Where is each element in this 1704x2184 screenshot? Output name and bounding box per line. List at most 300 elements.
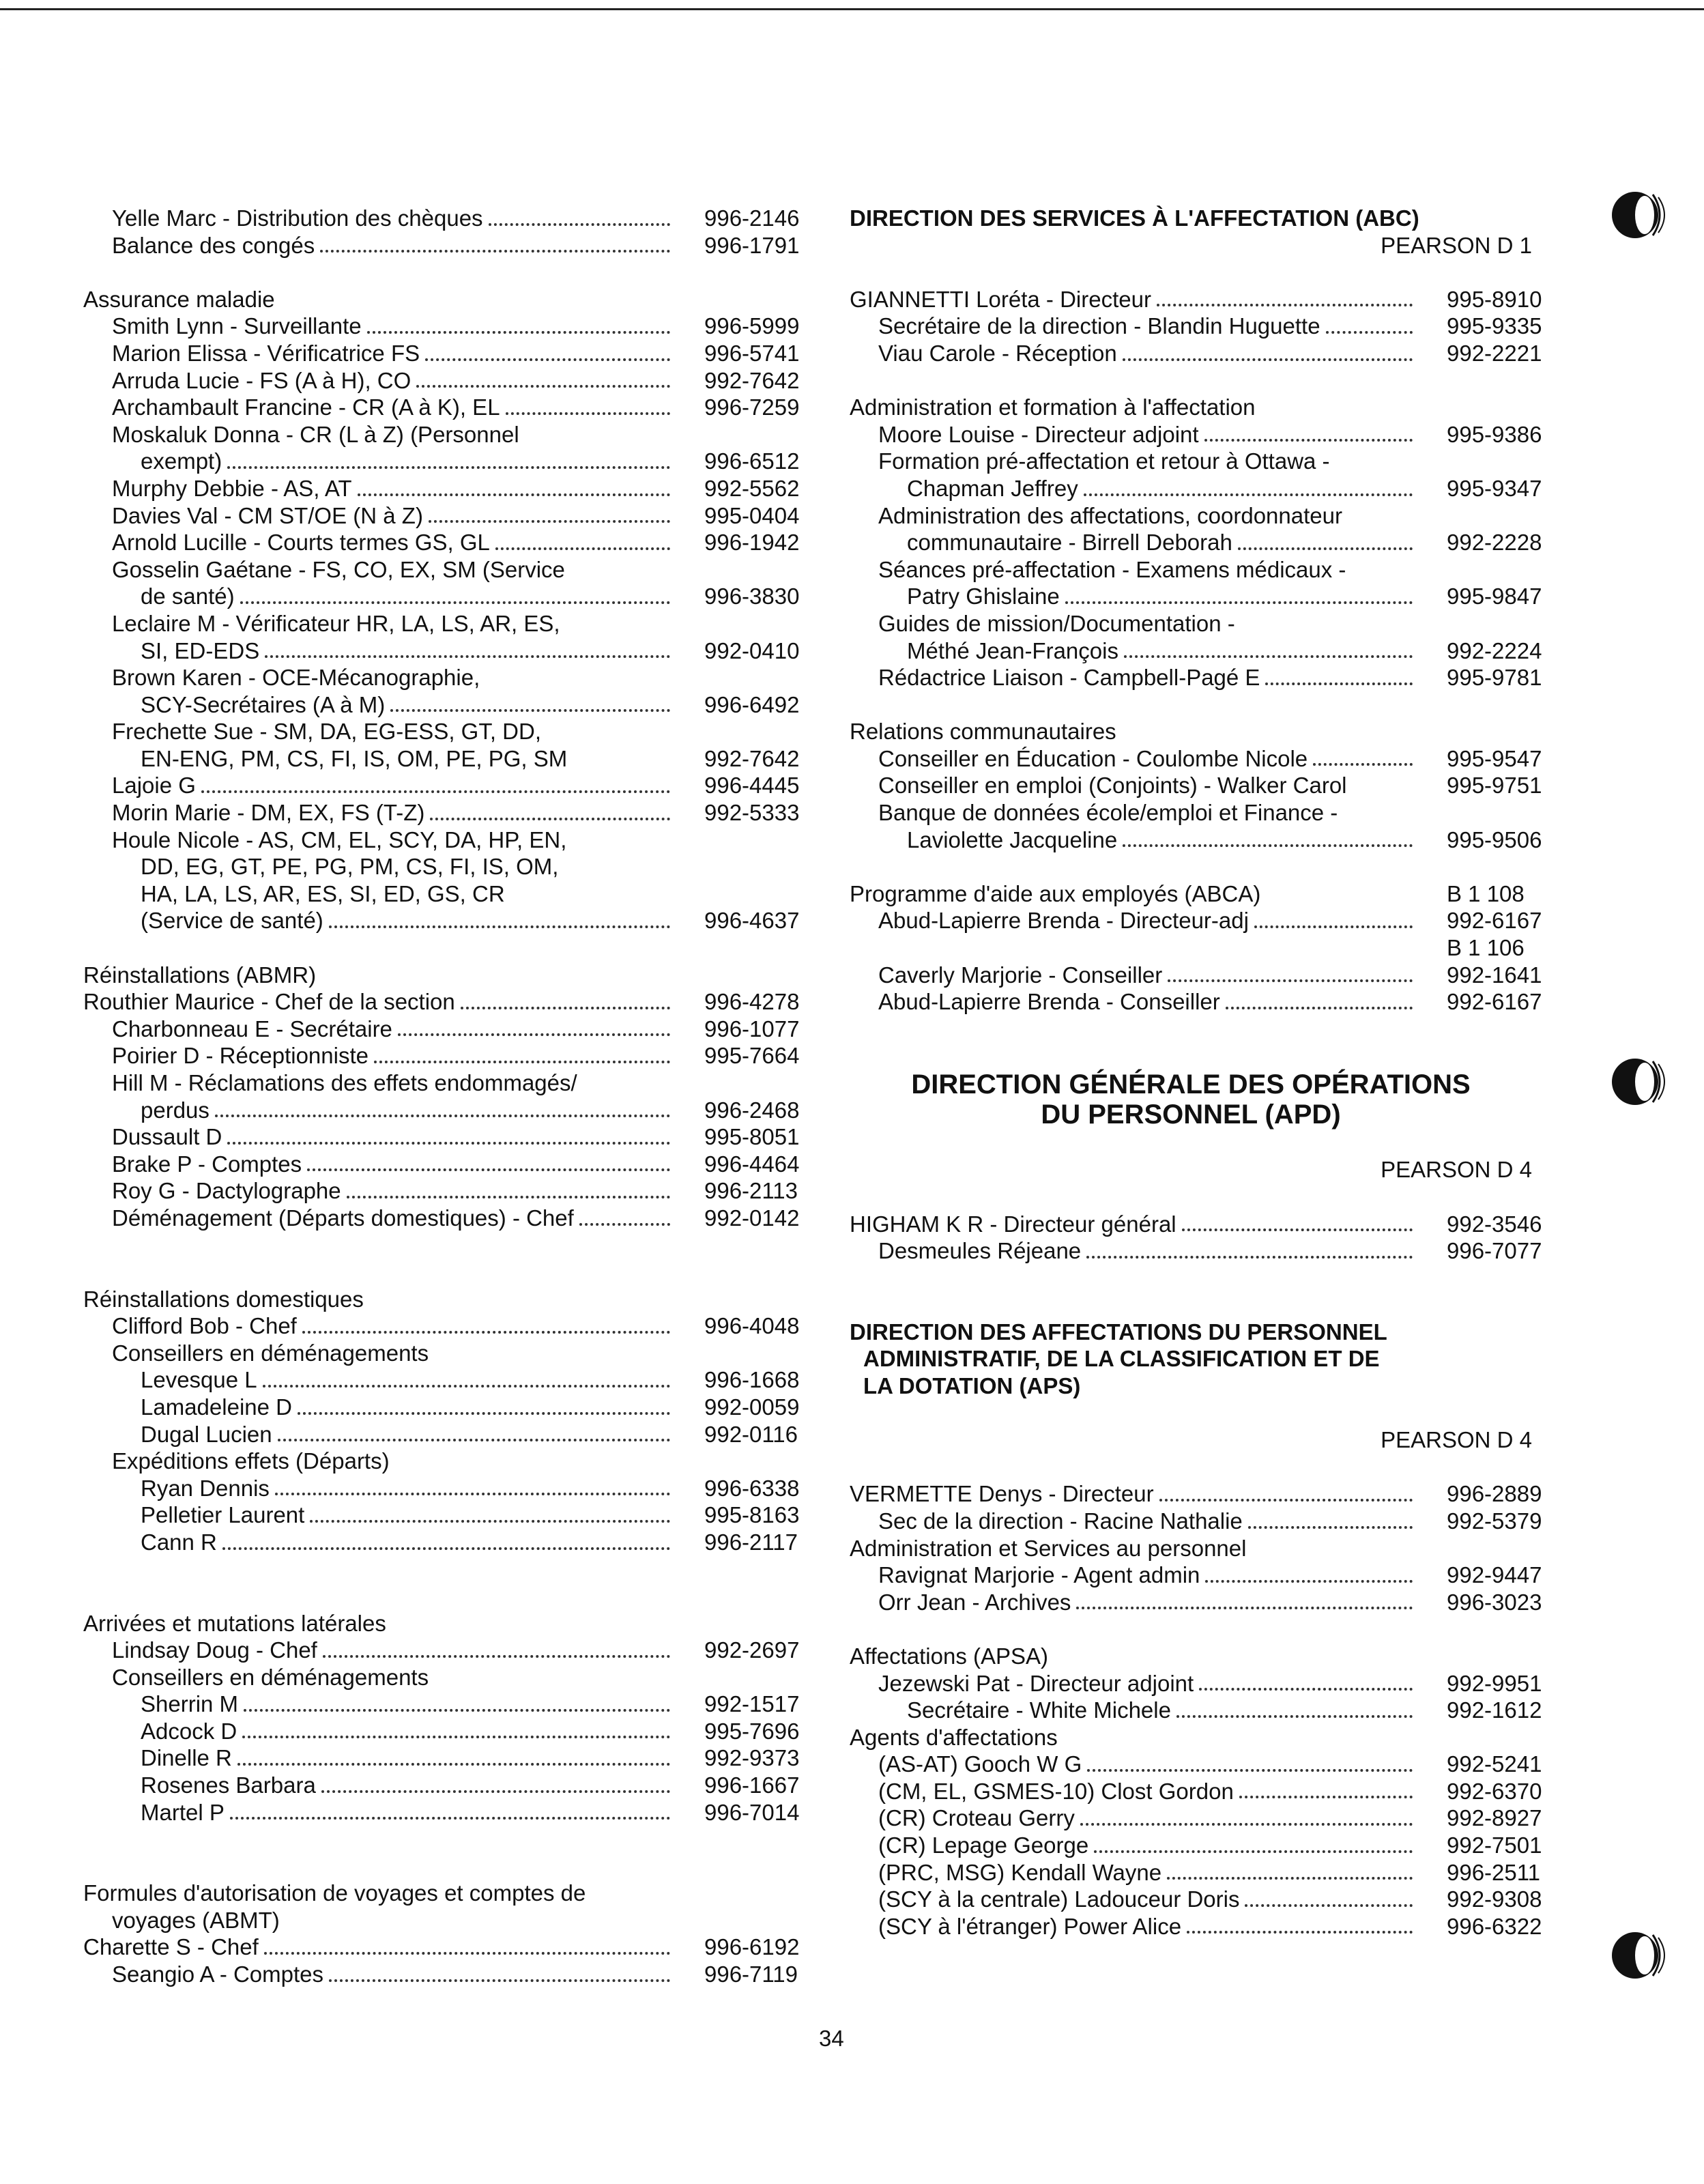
directory-entry: [850, 1859, 1559, 1886]
directory-entry: [850, 583, 1559, 610]
directory-entry: [83, 1097, 807, 1124]
dot-leader: [398, 1033, 670, 1036]
dot-leader: [1065, 601, 1413, 604]
directory-subheading: [850, 394, 1559, 421]
directory-subheading: [850, 718, 1559, 745]
directory-entry: [850, 934, 1559, 962]
phone-number: 995-8910: [1447, 286, 1542, 312]
dot-leader: [1265, 682, 1413, 685]
entry-name: Formation pré-affectation et retour à Ottawa -: [878, 448, 1335, 475]
phone-number: 996-4464: [704, 1151, 800, 1177]
entry-name: Yelle Marc - Distribution des chèques: [112, 205, 489, 232]
directory-entry: [850, 1211, 1559, 1238]
directory-entry: [850, 286, 1559, 313]
entry-name: perdus: [141, 1097, 215, 1124]
phone-number: 992-5379: [1447, 1508, 1542, 1534]
directory-subheading: [83, 421, 807, 448]
phone-number: 996-6338: [704, 1475, 800, 1501]
section-heading: ADMINISTRATIF, DE LA CLASSIFICATION ET DE: [863, 1346, 1380, 1372]
entry-name: (Service de santé): [141, 907, 329, 934]
directory-entry: [83, 394, 807, 421]
entry-name: Leclaire M - Vérificateur HR, LA, LS, AR, ES,: [112, 610, 566, 637]
directory-entry: [83, 205, 807, 232]
phone-number: 996-2146: [704, 205, 800, 231]
dot-leader: [416, 385, 670, 388]
directory-entry: [850, 745, 1559, 773]
directory-subheading: [83, 1340, 807, 1367]
directory-entry: [850, 313, 1559, 340]
directory-entry: [850, 1805, 1559, 1832]
dot-leader: [461, 1007, 670, 1009]
entry-name: voyages (ABMT): [112, 1907, 285, 1934]
dot-leader: [1094, 1850, 1413, 1853]
phone-number: 995-9547: [1447, 745, 1542, 771]
entry-name: Lajoie G: [112, 772, 201, 799]
spacer: [850, 367, 1559, 394]
entry-name: Seangio A - Comptes: [112, 1961, 329, 1988]
dot-leader: [1254, 925, 1413, 928]
dot-leader: [1248, 1526, 1413, 1529]
dot-leader: [264, 1952, 670, 1955]
entry-name: Abud-Lapierre Brenda - Conseiller: [878, 988, 1226, 1016]
directory-subheading: [850, 1643, 1559, 1670]
directory-subheading: [83, 1069, 807, 1097]
spacer: [83, 1556, 807, 1610]
entry-name: Ryan Dennis: [141, 1475, 275, 1502]
dot-leader: [1182, 1228, 1413, 1231]
directory-entry: [850, 827, 1559, 854]
directory-entry: [850, 529, 1559, 556]
directory-subheading: [83, 718, 807, 745]
entry-name: Administration et Services au personnel: [850, 1535, 1252, 1562]
entry-name: Brown Karen - OCE-Mécanographie,: [112, 664, 485, 691]
directory-entry: [83, 1799, 807, 1826]
entry-name: exempt): [141, 448, 227, 475]
phone-number: 992-5333: [704, 800, 800, 826]
directory-entry: [850, 1670, 1559, 1697]
entry-name: Murphy Debbie - AS, AT: [112, 475, 358, 502]
phone-number: 992-9308: [1447, 1886, 1542, 1912]
directory-entry: [850, 772, 1559, 799]
phone-number: 996-6512: [704, 448, 800, 474]
entry-name: Relations communautaires: [850, 718, 1122, 745]
dot-leader: [425, 358, 670, 361]
dot-leader: [390, 709, 670, 712]
entry-name: Banque de données école/emploi et Finance -: [878, 799, 1343, 827]
entry-name: Charette S - Chef: [83, 1934, 264, 1961]
entry-name: (SCY à l'étranger) Power Alice: [878, 1913, 1187, 1940]
phone-number: 992-7642: [704, 745, 800, 771]
dot-leader: [240, 601, 670, 604]
entry-name: HA, LA, LS, AR, ES, SI, ED, GS, CR: [141, 880, 510, 908]
entry-name: Sherrin M: [141, 1691, 244, 1718]
entry-name: Lamadeleine D: [141, 1394, 298, 1421]
directory-entry: [83, 1772, 807, 1799]
entry-name: Séances pré-affectation - Examens médicaux -: [878, 556, 1351, 584]
dot-leader: [1313, 763, 1413, 766]
entry-name: Morin Marie - DM, EX, FS (T-Z): [112, 799, 430, 827]
entry-name: Chapman Jeffrey: [907, 475, 1084, 502]
dot-leader: [201, 790, 670, 793]
dot-leader: [495, 547, 670, 550]
directory-entry: [83, 1934, 807, 1961]
entry-name: Programme d'aide aux employés (ABCA): [850, 880, 1266, 908]
directory-entry: [83, 475, 807, 502]
binder-hole-icon: [1604, 1048, 1672, 1116]
phone-number: 992-5562: [704, 475, 800, 501]
dot-leader: [242, 1736, 670, 1738]
dot-leader: [1157, 304, 1413, 306]
entry-name: Guides de mission/Documentation -: [878, 610, 1241, 637]
directory-subheading: [83, 664, 807, 691]
directory-subheading: [83, 880, 807, 908]
entry-name: GIANNETTI Loréta - Directeur: [850, 286, 1157, 313]
entry-name: Réinstallations (ABMR): [83, 962, 321, 989]
division-heading: DIRECTION GÉNÉRALE DES OPÉRATIONS: [911, 1069, 1471, 1100]
spacer: [850, 691, 1559, 719]
phone-number: 992-6167: [1447, 908, 1542, 934]
directory-entry: [83, 1016, 807, 1043]
dot-leader: [1123, 844, 1413, 847]
directory-subheading: [83, 1448, 807, 1475]
entry-name: Arrivées et mutations latérales: [83, 1610, 392, 1637]
phone-number: 995-8051: [704, 1124, 800, 1150]
entry-name: Archambault Francine - CR (A à K), EL: [112, 394, 506, 421]
dot-leader: [302, 1331, 670, 1334]
spacer: [850, 1130, 1559, 1157]
directory-subheading: [850, 448, 1559, 475]
dot-leader: [1245, 1904, 1413, 1907]
entry-name: Routhier Maurice - Chef de la section: [83, 988, 461, 1016]
directory-subheading: [83, 556, 807, 584]
entry-name: Clifford Bob - Chef: [112, 1312, 302, 1340]
directory-entry: [83, 232, 807, 259]
phone-number: 996-6492: [704, 691, 800, 717]
directory-entry: [850, 988, 1559, 1016]
spacer: [850, 1183, 1559, 1211]
phone-number: 992-9373: [704, 1745, 800, 1771]
phone-number: 992-0142: [704, 1205, 800, 1231]
phone-number: 992-0059: [704, 1394, 800, 1420]
page-number: 34: [819, 2026, 844, 2051]
dot-leader: [1239, 1796, 1413, 1798]
dot-leader: [1159, 1499, 1413, 1502]
entry-name: Administration des affectations, coordonnateur: [878, 502, 1348, 530]
phone-number: 992-2221: [1447, 340, 1542, 366]
directory-entry: [83, 988, 807, 1016]
dot-leader: [320, 250, 670, 253]
phone-number: 992-2228: [1447, 530, 1542, 556]
spacer: [850, 1615, 1559, 1643]
directory-entry: [850, 340, 1559, 367]
spacer: [850, 1016, 1559, 1069]
dot-leader: [323, 1655, 670, 1658]
phone-number: 995-9781: [1447, 665, 1542, 691]
phone-number: 996-1667: [704, 1772, 800, 1798]
directory-entry: [83, 1744, 807, 1772]
directory-entry: [83, 313, 807, 340]
entry-name: Rosenes Barbara: [141, 1772, 321, 1799]
entry-name: Desmeules Réjeane: [878, 1237, 1086, 1265]
phone-number: 992-1641: [1447, 962, 1542, 988]
dot-leader: [298, 1412, 670, 1415]
entry-name: SCY-Secrétaires (A à M): [141, 691, 390, 719]
directory-subheading: [83, 1286, 807, 1313]
entry-name: Hill M - Réclamations des effets endommagés/: [112, 1069, 583, 1097]
directory-subheading: [83, 1880, 807, 1907]
dot-leader: [1187, 1931, 1413, 1934]
phone-number: 995-9506: [1447, 827, 1542, 852]
phone-number: 996-1077: [704, 1016, 800, 1041]
dot-leader: [307, 1168, 670, 1171]
directory-entry: [850, 1508, 1559, 1535]
spacer: [83, 1826, 807, 1880]
phone-number: 996-4445: [704, 773, 800, 799]
phone-number: 996-2468: [704, 1097, 800, 1123]
directory-entry: [83, 1151, 807, 1178]
entry-name: (CM, EL, GSMES-10) Clost Gordon: [878, 1778, 1239, 1805]
directory-entry: [850, 1832, 1559, 1859]
entry-name: Arnold Lucille - Courts termes GS, GL: [112, 529, 495, 556]
dot-leader: [237, 1763, 670, 1766]
directory-entry: [850, 1886, 1559, 1913]
directory-subheading: [83, 827, 807, 854]
phone-number: 992-0410: [704, 637, 800, 663]
entry-name: Charbonneau E - Secrétaire: [112, 1016, 398, 1043]
directory-entry: [83, 1312, 807, 1340]
entry-name: Moskaluk Donna - CR (L à Z) (Personnel: [112, 421, 525, 448]
directory-entry: [83, 799, 807, 827]
dot-leader: [489, 223, 670, 226]
entry-name: HIGHAM K R - Directeur général: [850, 1211, 1182, 1238]
phone-number: 995-9386: [1447, 421, 1542, 447]
entry-name: Smith Lynn - Surveillante: [112, 313, 367, 340]
dot-leader: [358, 493, 670, 496]
entry-name: EN-ENG, PM, CS, FI, IS, OM, PE, PG, SM: [141, 745, 573, 773]
directory-entry: [83, 1394, 807, 1421]
phone-number: 996-5999: [704, 313, 800, 339]
dot-leader: [1080, 1823, 1413, 1826]
directory-entry: [83, 691, 807, 719]
dot-leader: [579, 1223, 670, 1226]
directory-entry: [850, 475, 1559, 502]
entry-name: Marion Elissa - Vérificatrice FS: [112, 340, 425, 367]
binder-hole-icon: [1604, 1921, 1672, 1989]
entry-name: Adcock D: [141, 1718, 242, 1745]
directory-entry: [83, 745, 807, 773]
dot-leader: [244, 1709, 670, 1712]
dot-leader: [1205, 1580, 1413, 1583]
directory-entry: [850, 880, 1559, 908]
entry-name: Agents d'affectations: [850, 1724, 1063, 1751]
entry-name: Balance des congés: [112, 232, 320, 259]
entry-name: de santé): [141, 583, 240, 610]
entry-name: (CR) Croteau Gerry: [878, 1805, 1080, 1832]
directory-entry: [83, 1042, 807, 1069]
entry-name: Déménagement (Départs domestiques) - Chef: [112, 1205, 579, 1232]
directory-entry: [83, 1637, 807, 1664]
directory-entry: [83, 1205, 807, 1232]
phone-number: 996-4278: [704, 989, 800, 1015]
phone-number: 996-2889: [1447, 1481, 1542, 1507]
phone-number: 992-7642: [704, 367, 800, 393]
phone-number: 992-1517: [704, 1691, 800, 1717]
entry-name: Ravignat Marjorie - Agent admin: [878, 1562, 1205, 1589]
phone-number: 992-6370: [1447, 1778, 1542, 1804]
entry-name: VERMETTE Denys - Directeur: [850, 1480, 1159, 1508]
office-location: PEARSON D 4: [1381, 1427, 1532, 1453]
dot-leader: [1084, 493, 1413, 496]
directory-entry: [83, 1475, 807, 1502]
entry-name: Jezewski Pat - Directeur adjoint: [878, 1670, 1199, 1697]
binder-hole-icon: [1604, 181, 1672, 249]
entry-name: Laviolette Jacqueline: [907, 827, 1123, 854]
spacer: [850, 1265, 1559, 1319]
phone-number: 995-8163: [704, 1502, 800, 1528]
directory-subheading: [83, 853, 807, 880]
dot-leader: [227, 1142, 670, 1145]
entry-name: Réinstallations domestiques: [83, 1286, 369, 1313]
entry-name: Conseillers en déménagements: [112, 1340, 434, 1367]
dot-leader: [310, 1520, 670, 1523]
entry-name: Méthé Jean-François: [907, 637, 1124, 665]
phone-number: 992-5241: [1447, 1751, 1542, 1777]
entry-name: Lindsay Doug - Chef: [112, 1637, 323, 1664]
phone-number: 995-9335: [1447, 313, 1542, 339]
directory-entry: [850, 962, 1559, 989]
dot-leader: [429, 520, 670, 523]
phone-number: 992-9447: [1447, 1562, 1542, 1588]
dot-leader: [1086, 1256, 1413, 1259]
directory-entry: [850, 1778, 1559, 1805]
spacer: [83, 934, 807, 962]
phone-number: 996-1668: [704, 1367, 800, 1393]
dot-leader: [329, 925, 670, 928]
entry-name: Orr Jean - Archives: [878, 1589, 1076, 1616]
dot-leader: [227, 466, 670, 469]
entry-name: Levesque L: [141, 1366, 263, 1394]
entry-name: Sec de la direction - Racine Nathalie: [878, 1508, 1248, 1535]
entry-name: Cann R: [141, 1529, 222, 1556]
phone-number: 992-6167: [1447, 989, 1542, 1015]
directory-entry: [83, 502, 807, 530]
entry-name: Expéditions effets (Départs): [112, 1448, 395, 1475]
entry-name: Houle Nicole - AS, CM, EL, SCY, DA, HP, EN,: [112, 827, 572, 854]
entry-name: Poirier D - Réceptionniste: [112, 1042, 374, 1069]
phone-number: 995-9751: [1447, 773, 1542, 799]
phone-number: 995-9347: [1447, 475, 1542, 501]
left-column: [83, 205, 807, 1988]
directory-entry: [83, 1123, 807, 1151]
phone-number: 992-0116: [704, 1421, 798, 1447]
office-location: PEARSON D 4: [1381, 1157, 1532, 1183]
directory-subheading: [83, 1610, 807, 1637]
dot-leader: [1087, 1769, 1413, 1772]
phone-number: 992-2224: [1447, 637, 1542, 663]
dot-leader: [275, 1493, 670, 1495]
spacer: [850, 259, 1559, 286]
right-column: [850, 205, 1559, 1940]
phone-number: 992-1612: [1447, 1697, 1542, 1723]
directory-entry: [850, 1480, 1559, 1508]
phone-number: 996-1791: [704, 232, 800, 258]
directory-entry: [83, 1421, 807, 1448]
directory-entry: [83, 1961, 807, 1988]
directory-entry: [850, 1589, 1559, 1616]
entry-name: Caverly Marjorie - Conseiller: [878, 962, 1168, 989]
entry-name: Patry Ghislaine: [907, 583, 1065, 610]
directory-entry: [850, 1913, 1559, 1940]
dot-leader: [1123, 358, 1413, 361]
phone-number: 996-7259: [704, 394, 800, 420]
dot-leader: [215, 1115, 670, 1117]
directory-entry: [83, 1366, 807, 1394]
directory-entry: [83, 772, 807, 799]
dot-leader: [1199, 1688, 1413, 1691]
phone-number: 992-8927: [1447, 1805, 1542, 1831]
phone-number: 995-7664: [704, 1043, 800, 1069]
entry-name: Davies Val - CM ST/OE (N à Z): [112, 502, 429, 530]
dot-leader: [506, 412, 670, 415]
phone-number: B 1 108: [1447, 880, 1525, 906]
phone-number: 996-2117: [704, 1529, 798, 1555]
entry-name: Formules d'autorisation de voyages et comptes de: [83, 1880, 591, 1907]
entry-name: Dussault D: [112, 1123, 227, 1151]
entry-name: Gosselin Gaétane - FS, CO, EX, SM (Service: [112, 556, 571, 584]
entry-name: Secrétaire - White Michele: [907, 1697, 1176, 1724]
dot-leader: [347, 1196, 670, 1198]
phone-number: 996-4637: [704, 908, 800, 934]
phone-number: 995-7696: [704, 1718, 800, 1744]
phone-number: 996-7077: [1447, 1238, 1542, 1264]
entry-name: Affectations (APSA): [850, 1643, 1054, 1670]
directory-entry: [850, 421, 1559, 448]
dot-leader: [1238, 547, 1413, 550]
dot-leader: [278, 1439, 670, 1441]
dot-leader: [1076, 1607, 1413, 1609]
entry-name: SI, ED-EDS: [141, 637, 265, 665]
phone-number: 996-7119: [704, 1962, 798, 1987]
dot-leader: [1204, 439, 1413, 442]
directory-subheading: [83, 962, 807, 989]
entry-name: DD, EG, GT, PE, PG, PM, CS, FI, IS, OM,: [141, 853, 564, 880]
spacer: [83, 1232, 807, 1286]
dot-leader: [374, 1061, 670, 1063]
spacer: [850, 1400, 1559, 1427]
entry-name: Secrétaire de la direction - Blandin Huguette: [878, 313, 1326, 340]
entry-name: Conseillers en déménagements: [112, 1664, 434, 1691]
entry-name: Conseiller en emploi (Conjoints) - Walker Carol: [878, 772, 1353, 799]
entry-name: (PRC, MSG) Kendall Wayne: [878, 1859, 1167, 1886]
phone-number: 996-7014: [704, 1799, 800, 1825]
phone-number: 992-9951: [1447, 1670, 1542, 1696]
dot-leader: [1167, 1877, 1413, 1880]
phone-number: 996-6322: [1447, 1913, 1542, 1939]
entry-name: Martel P: [141, 1799, 230, 1826]
directory-subheading: [850, 502, 1559, 530]
entry-name: Brake P - Comptes: [112, 1151, 307, 1178]
directory-subheading: [850, 556, 1559, 584]
directory-subheading: [83, 1664, 807, 1691]
phone-number: 996-2113: [704, 1178, 798, 1204]
dot-leader: [329, 1979, 670, 1982]
directory-entry: [83, 1718, 807, 1745]
entry-name: Dinelle R: [141, 1744, 237, 1772]
dot-leader: [1226, 1007, 1413, 1009]
entry-name: Administration et formation à l'affectation: [850, 394, 1261, 421]
dot-leader: [1326, 331, 1413, 334]
entry-name: Conseiller en Éducation - Coulombe Nicole: [878, 745, 1313, 773]
